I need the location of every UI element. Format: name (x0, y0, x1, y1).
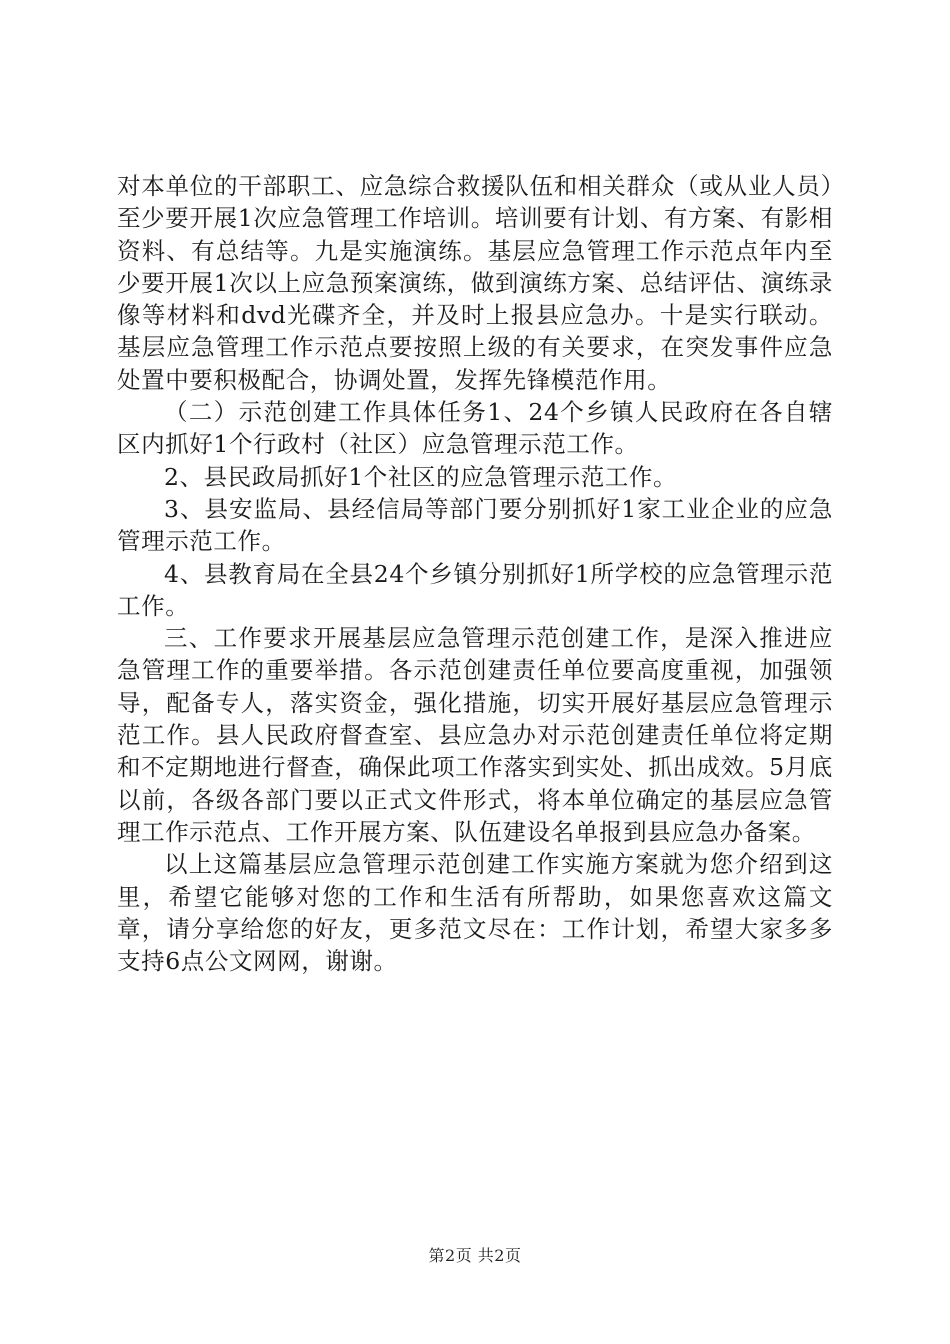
paragraph-requirements: 三、工作要求开展基层应急管理示范创建工作，是深入推进应急管理工作的重要举措。各示范创建责任单位要高度重视，加强领导，配备专人，落实资金，强化措施，切实开展好基层应急管理示范工作。县人民政府督查室、县应急办对示范创建责任单位将定期和不定期地进行督查，确保此项工作落实到实处、抓出成效。5月底以前，各级各部门要以正式文件形式，将本单位确定的基层应急管理工作示范点、工作开展方案、队伍建设名单报到县应急办备案。 (117, 624, 833, 846)
paragraph-task-2: 2、县民政局抓好1个社区的应急管理示范工作。 (164, 462, 678, 491)
document-body (117, 170, 833, 977)
paragraph-task-3: 3、县安监局、县经信局等部门要分别抓好1家工业企业的应急管理示范工作。 (117, 494, 833, 556)
paragraph-closing: 以上这篇基层应急管理示范创建工作实施方案就为您介绍到这里，希望它能够对您的工作和生活有所帮助，如果您喜欢这篇文章，请分享给您的好友，更多范文尽在：工作计划，希望大家多多支持6点公文网网，谢谢。 (117, 850, 833, 976)
paragraph-task-4: 4、县教育局在全县24个乡镇分别抓好1所学校的应急管理示范工作。 (117, 559, 833, 620)
page-footer: 第2页 共2页 (428, 1246, 522, 1265)
paragraph-task-list: （二）示范创建工作具体任务1、24个乡镇人民政府在各自辖区内抓好1个行政村（社区）应急管理示范工作。 (117, 398, 833, 459)
paragraph-continued: 对本单位的干部职工、应急综合救援队伍和相关群众（或从业人员）至少要开展1次应急管理工作培训。培训要有计划、有方案、有影相资料、有总结等。九是实施演练。基层应急管理工作示范点年内至少要开展1次以上应急预案演练，做到演练方案、总结评估、演练录像等材料和dvd光碟齐全，并及时上报县应急办。十是实行联动。基层应急管理工作示范点要按照上级的有关要求，在突发事件应急处置中要积极配合，协调处置，发挥先锋模范作用。 (117, 172, 833, 394)
